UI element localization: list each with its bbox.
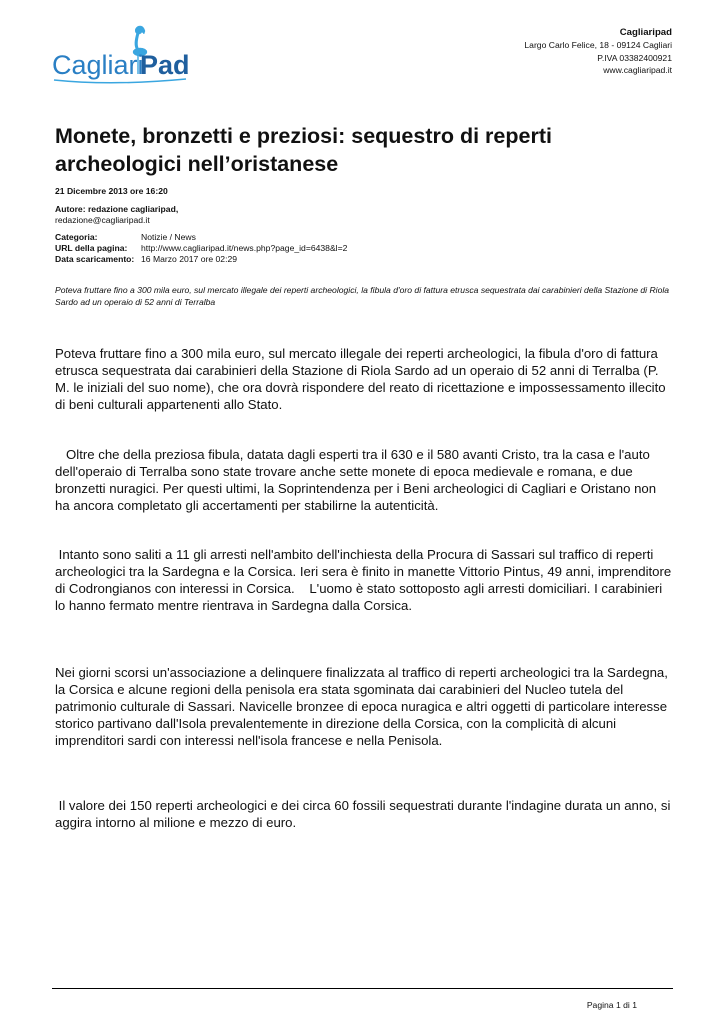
company-info xyxy=(524,27,672,77)
meta-key: URL della pagina: xyxy=(55,243,128,253)
author-email[interactable]: redazione@cagliaripad.it xyxy=(55,215,150,225)
article-meta xyxy=(55,232,347,265)
article-author xyxy=(55,204,178,226)
meta-row-url xyxy=(55,243,347,254)
company-vat: P.IVA 03382400921 xyxy=(597,52,672,63)
meta-key: Data scaricamento: xyxy=(55,254,135,264)
article-paragraph: Intanto sono saliti a 11 gli arresti nell'ambito dell'inchiesta della Procura di Sassari sul traffico di reperti archeologici tra la Sardegna e la Corsica. Ieri sera è finito in manette Vittorio Pintus, 49 anni, imprenditore di Codrongianos con interessi in Corsica. L'uomo è stato sottoposto agli arresti domiciliari. I carabinieri lo hanno fermato mentre rientrava in Sardegna dalla Corsica. xyxy=(55,547,675,613)
meta-value: 16 Marzo 2017 ore 02:29 xyxy=(141,254,238,264)
logo-graphic xyxy=(52,22,192,86)
article-paragraph: Oltre che della preziosa fibula, datata dagli esperti tra il 630 e il 580 avanti Cristo, tra la casa e l'auto dell'operaio di Terralba sono state trovare anche sette monete di epoca medievale e romana, e due bronzetti nuragici. Per questi ultimi, la Soprintendenza per i Beni archeologici di Cagliari e Oristano non ha ancora completato gli accertamenti per stabilirne la autenticità. xyxy=(55,447,660,513)
meta-row-download-date xyxy=(55,254,347,265)
article-date: 21 Dicembre 2013 ore 16:20 xyxy=(55,186,168,196)
cagliaripad-logo xyxy=(52,22,192,86)
article-paragraph: Il valore dei 150 reperti archeologici e dei circa 60 fossili sequestrati durante l'indagine durata un anno, si aggira intorno al milione e mezzo di euro. xyxy=(55,798,675,830)
meta-value-url[interactable]: http://www.cagliaripad.it/news.php?page_id=6438&l=2 xyxy=(141,243,348,253)
logo-text-light: Cagliari xyxy=(52,50,144,80)
company-name: Cagliaripad xyxy=(619,27,672,38)
company-address: Largo Carlo Felice, 18 - 09124 Cagliari xyxy=(524,40,672,51)
meta-value: Notizie / News xyxy=(141,232,196,242)
article-title: Monete, bronzetti e preziosi: sequestro di reperti archeologici nell’oristanese xyxy=(55,124,552,176)
page-number: Pagina 1 di 1 xyxy=(586,1000,637,1010)
author-label: Autore: redazione cagliaripad, xyxy=(55,204,179,214)
logo-text-bold: Pad xyxy=(140,50,190,80)
article-summary: Poteva fruttare fino a 300 mila euro, sul mercato illegale dei reperti archeologici, la fibula d'oro di fattura etrusca sequestrata dai carabinieri della Stazione di Riola Sardo ad un operaio di 52 anni di Terralba xyxy=(55,285,670,307)
company-website[interactable]: www.cagliaripad.it xyxy=(603,65,672,76)
article-paragraph: Poteva fruttare fino a 300 mila euro, sul mercato illegale dei reperti archeologici, la fibula d'oro di fattura etrusca sequestrata dai carabinieri della Stazione di Riola Sardo ad un operaio di 52 anni di Terralba (P. M. le iniziali del suo nome), che ora dovrà rispondere del reato di ricettazione e impossessamento illecito di beni culturali appartenenti allo Stato. xyxy=(55,346,670,412)
meta-row-category xyxy=(55,232,347,243)
article-paragraph: Nei giorni scorsi un'associazione a delinquere finalizzata al traffico di reperti archeologici tra la Sardegna, la Corsica e alcune regioni della penisola era stata sgominata dai carabinieri del Nucleo tutela del patrimonio culturale di Sassari. Navicelle bronzee di epoca nuragica e altri oggetti di particolare interesse storico partivano dall'Isola prevalentemente in direzione della Corsica, con la complicità di alcuni imprenditori sardi con interessi nell'isola francese e nella Penisola. xyxy=(55,665,672,748)
footer-divider xyxy=(52,988,673,989)
meta-key: Categoria: xyxy=(55,232,98,242)
